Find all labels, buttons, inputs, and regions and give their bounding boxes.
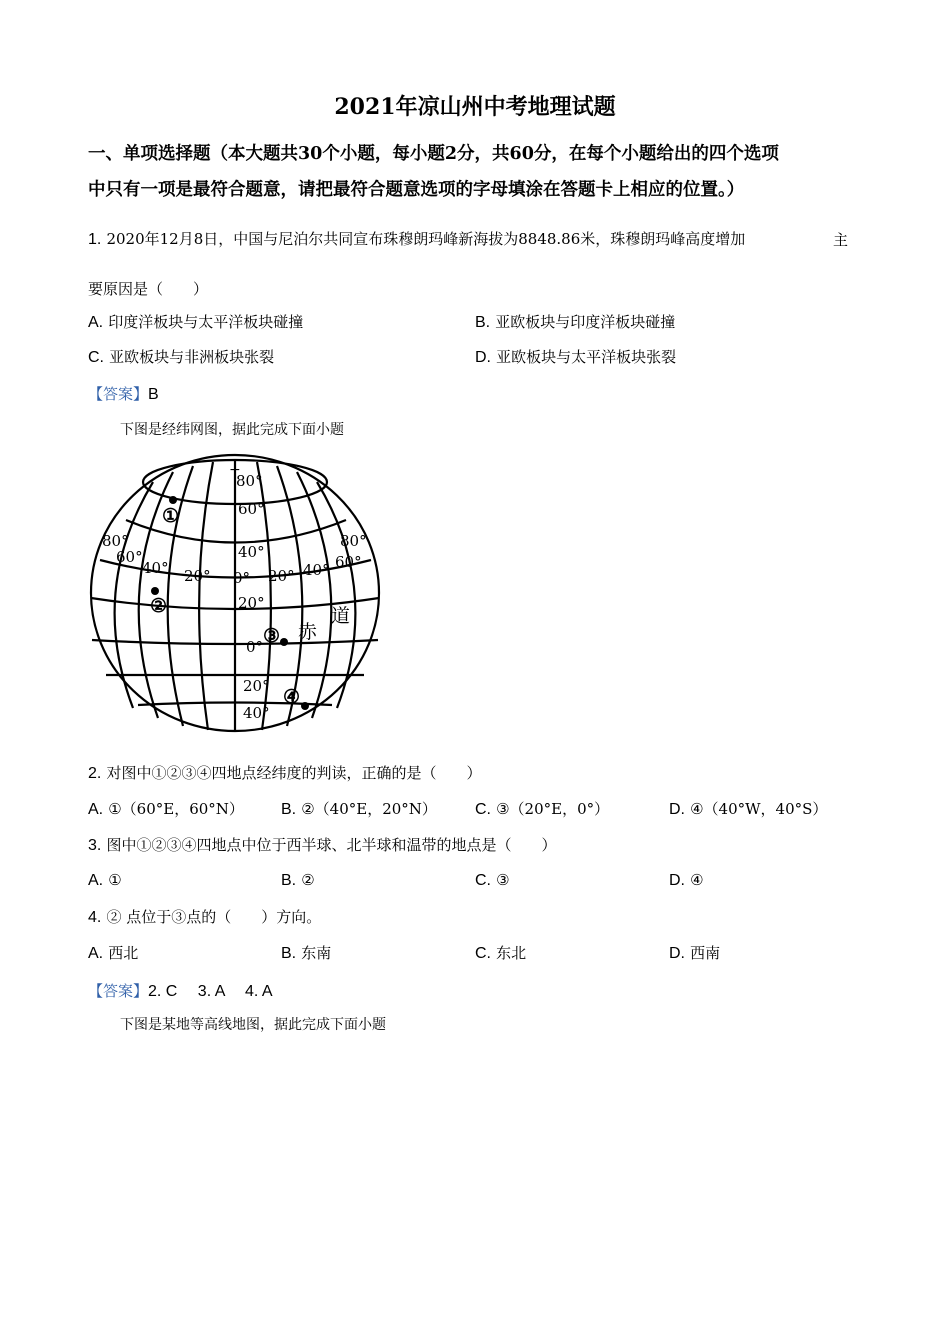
intro-contour: 下图是某地等高线地图，据此完成下面小题 [120, 1017, 386, 1033]
option-label: C. [475, 945, 491, 962]
option-text: 印度洋板块与太平洋板块碰撞 [108, 313, 304, 331]
option-label: C. [475, 801, 491, 818]
point-1-label: ① [162, 505, 180, 527]
option-text: ④ [690, 871, 704, 889]
option-text: ④（40°W，40°S） [690, 800, 828, 818]
lat-label: 80° [236, 472, 263, 490]
lon-label: 20° [268, 567, 295, 585]
question-number: 2. [88, 765, 102, 782]
q4-option-b[interactable] [281, 942, 331, 963]
q4-option-c[interactable] [475, 942, 526, 963]
option-label: D. [669, 872, 685, 889]
point-3-label: ③ [263, 625, 281, 647]
section-header-line2: 中只有一项是最符合题意，请把最符合题意选项的字母填涂在答题卡上相应的位置。） [88, 180, 745, 200]
q2-option-b[interactable] [281, 798, 437, 819]
option-text: ② [301, 871, 315, 889]
point-4-dot [301, 702, 309, 710]
option-text: 西北 [108, 944, 139, 962]
option-text: ①（60°E，60°N） [108, 800, 244, 818]
question-3 [88, 834, 556, 855]
question-text: ② 点位于③点的（ ）方向。 [106, 908, 322, 926]
lon-label: 40° [303, 561, 330, 579]
lat-label: 40° [238, 543, 265, 561]
lat-label: 0° [246, 638, 264, 656]
question-text: 2020年12月8日，中国与尼泊尔共同宣布珠穆朗玛峰新海拔为8848.86米，珠穆朗玛峰高度增加 [106, 230, 746, 248]
point-3-dot [280, 638, 288, 646]
question-number: 1. [88, 231, 102, 248]
q4-option-a[interactable] [88, 942, 138, 963]
answer-1 [88, 383, 159, 404]
lon-label: 60° [335, 553, 362, 571]
option-label: A. [88, 314, 104, 331]
option-label: B. [475, 314, 491, 331]
option-text: 亚欧板块与太平洋板块张裂 [496, 348, 677, 366]
answer-value: 2. C 3. A 4. A [148, 983, 273, 1000]
question-4 [88, 906, 321, 927]
q1-option-d[interactable] [475, 346, 676, 367]
q2-option-a[interactable] [88, 798, 244, 819]
option-label: B. [281, 945, 297, 962]
section-header-line1: 一、单项选择题（本大题共30个小题，每小题2分，共60分，在每个小题给出的四个选项 [88, 144, 779, 164]
option-label: C. [88, 349, 104, 366]
page-title: 2021年凉山州中考地理试题 [334, 94, 616, 120]
lon-label: 0° [233, 569, 251, 587]
lat-label: 60° [238, 500, 265, 518]
lon-label: 60° [116, 548, 143, 566]
option-text: 东南 [301, 944, 332, 962]
option-label: D. [669, 945, 685, 962]
globe-figure [88, 450, 388, 735]
answer-tag: 【答案】 [88, 982, 149, 1000]
point-2-label: ② [150, 595, 168, 617]
option-text: ① [108, 871, 122, 889]
option-text: ③ [496, 871, 510, 889]
question-text: 图中①②③④四地点中位于西半球、北半球和温带的地点是（ ） [106, 836, 557, 854]
q3-option-b[interactable] [281, 870, 315, 890]
answer-value: B [148, 386, 159, 403]
lat-label: 20° [243, 677, 270, 695]
question-text: 对图中①②③④四地点经纬度的判读，正确的是（ ） [106, 764, 482, 782]
q1-option-b[interactable] [475, 311, 675, 332]
q2-option-c[interactable] [475, 798, 609, 819]
q3-option-d[interactable] [669, 870, 704, 890]
intro-globe: 下图是经纬网图，据此完成下面小题 [120, 422, 344, 438]
point-1-dot [169, 496, 177, 504]
option-text: ③（20°E，0°） [496, 800, 610, 818]
option-label: A. [88, 801, 104, 818]
option-text: 西南 [690, 944, 721, 962]
q4-option-d[interactable] [669, 942, 720, 963]
option-label: A. [88, 945, 104, 962]
question-2 [88, 762, 481, 783]
option-label: D. [475, 349, 491, 366]
point-4-label: ④ [283, 686, 301, 708]
option-text: ②（40°E，20°N） [301, 800, 437, 818]
option-label: C. [475, 872, 491, 889]
question-1 [88, 228, 745, 249]
q1-option-a[interactable] [88, 311, 303, 332]
lon-label: 80° [340, 532, 367, 550]
option-text: 东北 [496, 944, 527, 962]
option-text: 亚欧板块与非洲板块张裂 [109, 348, 275, 366]
option-label: A. [88, 872, 104, 889]
north-pole-marker: + [229, 462, 241, 478]
lon-label: 80° [102, 532, 129, 550]
q3-option-c[interactable] [475, 870, 510, 890]
lat-label: 40° [243, 704, 270, 722]
question-text-tail: 主 [833, 231, 849, 249]
option-text: 亚欧板块与印度洋板块碰撞 [495, 313, 676, 331]
q2-option-d[interactable] [669, 798, 827, 819]
point-2-dot [151, 587, 159, 595]
answer-2-4 [88, 978, 273, 1001]
lon-label: 40° [142, 559, 169, 577]
question-text-line2: 要原因是（ ） [88, 280, 209, 298]
option-label: D. [669, 801, 685, 818]
question-number: 4. [88, 909, 102, 926]
lat-label: 20° [238, 594, 265, 612]
option-label: B. [281, 872, 297, 889]
q1-option-c[interactable] [88, 346, 274, 367]
equator-char-2: 道 [331, 605, 351, 627]
lon-label: 20° [184, 567, 211, 585]
q3-option-a[interactable] [88, 870, 122, 890]
option-label: B. [281, 801, 297, 818]
equator-char-1: 赤 [298, 621, 318, 643]
question-number: 3. [88, 837, 102, 854]
answer-tag: 【答案】 [88, 385, 149, 403]
